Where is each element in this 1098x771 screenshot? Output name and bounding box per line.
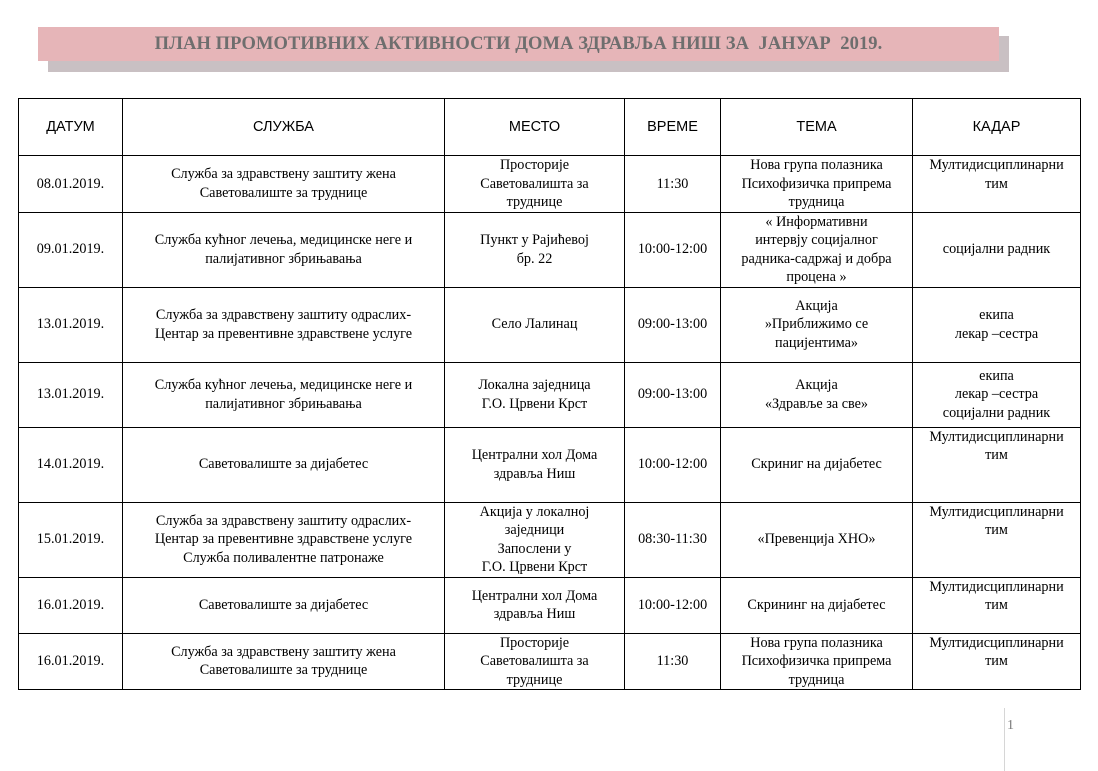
- staff-cell-line: тим: [985, 175, 1008, 192]
- topic-cell-line: Нова група полазника: [750, 634, 883, 651]
- service-cell-line: Служба кућног лечења, медицинске неге и: [154, 377, 413, 393]
- date-cell: 13.01.2019.: [19, 287, 123, 362]
- topic-cell-line: Скрининг на дијабетес: [747, 596, 886, 613]
- table-row: [19, 427, 1081, 502]
- place-cell-line: здравља Ниш: [493, 606, 576, 622]
- staff-cell-line: екипа: [979, 307, 1014, 323]
- topic-cell-line: Нова група полазника: [750, 157, 883, 173]
- place-cell: [445, 156, 625, 213]
- staff-cell: [913, 427, 1081, 502]
- place-cell-line: Г.О. Црвени Крст: [481, 559, 588, 575]
- place-cell-line: труднице: [506, 194, 563, 210]
- time-cell: 09:00-13:00: [625, 362, 721, 427]
- service-cell-line: Служба поливалентне патронаже: [183, 549, 384, 566]
- topic-cell-line: радника-садржај и добра: [741, 250, 892, 267]
- date-cell: 15.01.2019.: [19, 502, 123, 577]
- service-cell-line: Служба за здравствену заштиту одраслих-: [155, 307, 412, 323]
- place-cell-line: бр. 22: [516, 250, 553, 267]
- service-cell-line: палијативног збрињавања: [205, 395, 362, 412]
- staff-cell-line: Мултидисциплинарни: [929, 157, 1064, 173]
- staff-cell-line: екипа: [979, 367, 1014, 384]
- service-cell: [123, 287, 445, 362]
- table-row: [19, 577, 1081, 633]
- place-cell-line: Акција у локалној: [479, 503, 590, 520]
- place-cell: [445, 287, 625, 362]
- topic-cell: [721, 502, 913, 577]
- staff-cell: [913, 502, 1081, 577]
- table-row: [19, 287, 1081, 362]
- staff-cell-line: тим: [985, 653, 1008, 669]
- service-cell-line: Центар за превентивне здравствене услуге: [154, 325, 413, 342]
- place-cell-line: Саветовалишта за: [480, 175, 589, 192]
- table-row: [19, 156, 1081, 213]
- staff-cell-line: Мултидисциплинарни: [929, 428, 1064, 445]
- date-cell: 14.01.2019.: [19, 427, 123, 502]
- staff-cell: [913, 212, 1081, 287]
- date-cell: 13.01.2019.: [19, 362, 123, 427]
- place-cell: [445, 633, 625, 690]
- table-row: [19, 633, 1081, 690]
- title-banner: [38, 27, 999, 61]
- topic-cell-line: трудница: [788, 194, 845, 210]
- staff-cell: [913, 287, 1081, 362]
- topic-cell: [721, 427, 913, 502]
- topic-cell-line: «Здравље за све»: [764, 395, 869, 412]
- staff-cell-line: Мултидисциплинарни: [929, 503, 1064, 520]
- header-place: МЕСТО: [445, 99, 625, 156]
- service-cell: [123, 427, 445, 502]
- place-cell: [445, 502, 625, 577]
- page-number-rule: [1004, 708, 1005, 771]
- table-row: [19, 212, 1081, 287]
- service-cell-line: Саветовалиште за дијабетес: [198, 596, 369, 613]
- header-staff: КАДАР: [913, 99, 1081, 156]
- date-cell: 16.01.2019.: [19, 577, 123, 633]
- service-cell-line: Служба за здравствену заштиту жена: [171, 166, 396, 183]
- service-cell-line: палијативног збрињавања: [205, 250, 362, 267]
- service-cell: [123, 633, 445, 690]
- place-cell-line: здравља Ниш: [493, 465, 576, 482]
- topic-cell-line: Психофизичка припрема: [741, 653, 892, 669]
- place-cell: [445, 212, 625, 287]
- service-cell: [123, 212, 445, 287]
- staff-cell-line: лекар –сестра: [954, 325, 1039, 342]
- date-cell: 08.01.2019.: [19, 156, 123, 213]
- service-cell-line: Саветовалиште за труднице: [199, 184, 368, 201]
- topic-cell: [721, 156, 913, 213]
- service-cell-line: Саветовалиште за дијабетес: [198, 456, 369, 473]
- staff-cell-line: Мултидисциплинарни: [929, 578, 1064, 595]
- place-cell-line: Запослени у: [497, 540, 572, 557]
- place-cell-line: труднице: [506, 671, 563, 688]
- staff-cell-line: тим: [985, 597, 1008, 613]
- staff-cell: [913, 577, 1081, 633]
- staff-cell: [913, 156, 1081, 213]
- page-number: 1: [1007, 718, 1014, 733]
- place-cell: [445, 362, 625, 427]
- staff-cell-line: тим: [985, 522, 1008, 538]
- time-cell: 11:30: [625, 633, 721, 690]
- service-cell-line: Служба кућног лечења, медицинске неге и: [154, 232, 413, 248]
- service-cell-line: Служба за здравствену заштиту жена: [171, 643, 396, 660]
- service-cell: [123, 362, 445, 427]
- place-cell: [445, 427, 625, 502]
- place-cell-line: заједници: [504, 522, 565, 538]
- service-cell-line: Саветовалиште за труднице: [199, 662, 368, 679]
- staff-cell-line: лекар –сестра: [954, 386, 1039, 403]
- service-cell: [123, 156, 445, 213]
- time-cell: 11:30: [625, 156, 721, 213]
- table-row: [19, 362, 1081, 427]
- date-cell: 16.01.2019.: [19, 633, 123, 690]
- topic-cell-line: «Превенција ХНО»: [757, 531, 876, 548]
- header-time: ВРЕМЕ: [625, 99, 721, 156]
- table-row: [19, 502, 1081, 577]
- service-cell-line: Центар за превентивне здравствене услуге: [154, 531, 413, 548]
- place-cell-line: Централни хол Дома: [471, 587, 598, 604]
- place-cell-line: Просторије: [499, 157, 570, 173]
- topic-cell-line: Акција: [795, 297, 838, 314]
- header-service: СЛУЖБА: [123, 99, 445, 156]
- topic-cell-line: пацијентима»: [775, 334, 858, 351]
- topic-cell-line: трудница: [788, 671, 845, 688]
- header-topic: ТЕМА: [721, 99, 913, 156]
- topic-cell-line: Акција: [795, 377, 838, 393]
- topic-cell: [721, 362, 913, 427]
- place-cell-line: Г.О. Црвени Крст: [481, 395, 588, 412]
- page-title: ПЛАН ПРОМОТИВНИХ АКТИВНОСТИ ДОМА ЗДРАВЉА НИШ ЗА ЈАНУАР 2019.: [154, 33, 883, 54]
- place-cell-line: Пункт у Рајићевој: [480, 232, 589, 248]
- date-cell: 09.01.2019.: [19, 212, 123, 287]
- service-cell: [123, 502, 445, 577]
- topic-cell-line: »Приближимо се: [764, 316, 869, 333]
- staff-cell: [913, 362, 1081, 427]
- time-cell: 09:00-13:00: [625, 287, 721, 362]
- place-cell-line: Саветовалишта за: [480, 653, 589, 669]
- topic-cell: [721, 212, 913, 287]
- place-cell-line: Село Лалинац: [491, 316, 578, 333]
- place-cell-line: Централни хол Дома: [471, 447, 598, 463]
- topic-cell-line: Психофизичка припрема: [741, 175, 892, 192]
- topic-cell-line: « Информативни: [765, 213, 868, 230]
- activity-plan-table: [18, 98, 1081, 690]
- staff-cell-line: тим: [985, 447, 1008, 463]
- time-cell: 10:00-12:00: [625, 427, 721, 502]
- topic-cell-line: процена »: [786, 269, 847, 285]
- place-cell-line: Просторије: [499, 634, 570, 651]
- time-cell: 10:00-12:00: [625, 577, 721, 633]
- place-cell: [445, 577, 625, 633]
- staff-cell-line: социјални радник: [942, 404, 1051, 421]
- service-cell: [123, 577, 445, 633]
- topic-cell-line: интервју социјалног: [755, 232, 878, 248]
- time-cell: 08:30-11:30: [625, 502, 721, 577]
- topic-cell: [721, 633, 913, 690]
- topic-cell: [721, 287, 913, 362]
- table-header-row: [19, 99, 1081, 156]
- topic-cell-line: Скриниг на дијабетес: [751, 456, 882, 473]
- service-cell-line: Служба за здравствену заштиту одраслих-: [155, 512, 412, 529]
- header-date: ДАТУМ: [19, 99, 123, 156]
- topic-cell: [721, 577, 913, 633]
- staff-cell-line: социјални радник: [942, 241, 1051, 258]
- staff-cell: [913, 633, 1081, 690]
- time-cell: 10:00-12:00: [625, 212, 721, 287]
- place-cell-line: Локална заједница: [478, 377, 591, 393]
- staff-cell-line: Мултидисциплинарни: [929, 634, 1064, 651]
